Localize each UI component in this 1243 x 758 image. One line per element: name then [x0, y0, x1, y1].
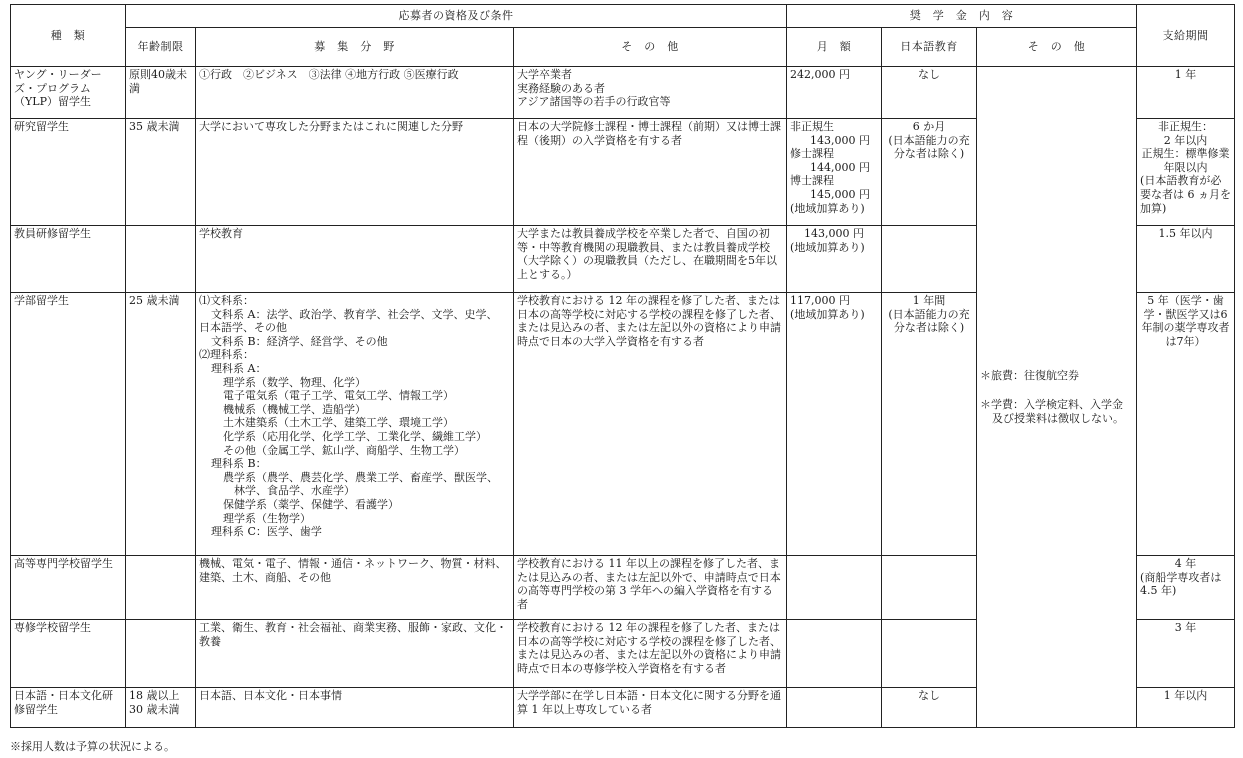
undergrad-japanese-duration: 1 年間	[912, 294, 946, 307]
undergrad-field-line: その他（金属工学、鉱山学、商船学、生物工学）	[223, 443, 465, 457]
research-monthly-line: (地域加算あり)	[790, 201, 865, 215]
research-monthly-line: 非正規生	[790, 120, 835, 133]
teacher-japanese	[882, 226, 977, 293]
ylp-field: ①行政 ②ビジネス ③法律 ④地方行政 ⑤医療行政	[196, 67, 514, 119]
teacher-kind: 教員研修留学生	[11, 226, 126, 293]
undergrad-field-line: 農学系（農学、農芸化学、農業工学、畜産学、獣医学、	[223, 470, 498, 484]
undergrad-period: 5 年（医学・歯学・獣医学又は6年制の薬学専攻者は7年）	[1137, 293, 1235, 556]
college-age	[126, 556, 196, 620]
college-monthly	[787, 556, 882, 620]
undergrad-field-line: 理学系（数学、物理、化学）	[223, 375, 366, 389]
teacher-monthly-line: (地域加算あり)	[790, 240, 865, 254]
undergrad-monthly	[787, 293, 882, 556]
research-period	[1137, 119, 1235, 226]
teacher-monthly	[787, 226, 882, 293]
special-field: 工業、衛生、教育・社会福祉、商業実務、服飾・家政、文化・教養	[196, 620, 514, 688]
jstudies-age	[126, 688, 196, 728]
research-field: 大学において専攻した分野またはこれに関連した分野	[196, 119, 514, 226]
college-kind: 高等専門学校留学生	[11, 556, 126, 620]
college-japanese	[882, 556, 977, 620]
teacher-age	[126, 226, 196, 293]
undergrad-japanese-note: (日本語能力の充分な者は除く)	[888, 307, 970, 335]
research-japanese	[882, 119, 977, 226]
header-period: 支給期間	[1137, 5, 1235, 67]
teacher-field: 学校教育	[196, 226, 514, 293]
footnote: ※採用人数は予算の状況による。	[10, 740, 175, 753]
teacher-other: 大学または教員養成学校を卒業した者で、自国の初等・中等教育機関の現職教員、または教員養成学校（大学除く）の現職教員（ただし、在職期間を5年以上とする。）	[514, 226, 787, 293]
ylp-other-line: 実務経験のある者	[517, 81, 605, 95]
undergrad-field-line: 保健学系（薬学、保健学、看護学）	[223, 497, 399, 511]
jstudies-field: 日本語、日本文化・日本事情	[196, 688, 514, 728]
special-other: 学校教育における 12 年の課程を修了した者、または日本の高等学校に対応する学校の課程を修了した者、または見込みの者、または左記以外の資格により申請時点で日本の専修学校入学資格を有する者	[514, 620, 787, 688]
undergrad-field-line: 文科系 A：法学、政治学、教育学、社会学、文学、史学、	[211, 307, 498, 321]
research-monthly-line: 144,000 円	[810, 160, 871, 174]
research-japanese-note: (日本語能力の充分な者は除く)	[888, 133, 970, 161]
ylp-monthly: 242,000 円	[787, 67, 882, 119]
header-scholarship: 奨 学 金 内 容	[787, 5, 1137, 28]
research-period-line: (日本語教育が必要な者は 6 ヵ月を加算)	[1140, 174, 1232, 215]
header-field: 募 集 分 野	[196, 28, 514, 67]
undergrad-field-line: 機械系（機械工学、造船学）	[223, 402, 366, 416]
jstudies-kind: 日本語・日本文化研修留学生	[11, 688, 126, 728]
undergrad-monthly-line: (地域加算あり)	[790, 307, 865, 321]
research-monthly-line: 博士課程	[790, 174, 835, 188]
research-kind: 研究留学生	[11, 119, 126, 226]
header-other2: そ の 他	[977, 28, 1137, 67]
ylp-kind: ヤング・リーダーズ・プログラム（YLP）留学生	[11, 67, 126, 119]
undergrad-field-line: 理学系（生物学）	[223, 511, 311, 525]
special-monthly	[787, 620, 882, 688]
undergrad-field-line: 理科系 A：	[211, 361, 267, 375]
research-monthly-line: 145,000 円	[810, 187, 871, 201]
header-kind: 種 類	[11, 5, 126, 67]
undergrad-field-line: ⑵理科系：	[199, 348, 254, 362]
undergrad-field-line: 理科系 C：医学、歯学	[211, 525, 322, 539]
research-japanese-duration: 6 か月	[912, 120, 946, 133]
undergrad-field-line: 文科系 B：経済学、経営学、その他	[211, 334, 388, 348]
ylp-period: 1 年	[1137, 67, 1235, 119]
research-monthly-line: 修士課程	[790, 147, 835, 161]
header-age: 年齢制限	[126, 28, 196, 67]
jstudies-japanese: なし	[882, 688, 977, 728]
jstudies-monthly	[787, 688, 882, 728]
college-period-line: 4 年	[1174, 557, 1197, 570]
research-period-line: 非正規生：	[1158, 120, 1214, 133]
college-period	[1137, 556, 1235, 620]
ylp-age: 原則40歳未満	[126, 67, 196, 119]
undergrad-kind: 学部留学生	[11, 293, 126, 556]
jstudies-age-line: 18 歳以上	[129, 689, 180, 702]
undergrad-japanese	[882, 293, 977, 556]
undergrad-monthly-line: 117,000 円	[790, 294, 851, 307]
travel-note: ＊旅費：往復航空券	[980, 368, 1080, 382]
jstudies-period: 1 年以内	[1137, 688, 1235, 728]
research-period-line: 正規生：標準修業年限以内	[1141, 147, 1230, 174]
research-other: 日本の大学院修士課程・博士課程（前期）又は博士課程（後期）の入学資格を有する者	[514, 119, 787, 226]
ylp-japanese: なし	[882, 67, 977, 119]
teacher-period: 1.5 年以内	[1137, 226, 1235, 293]
college-field: 機械、電気・電子、情報・通信・ネットワーク、物質・材料、建築、土木、商船、その他	[196, 556, 514, 620]
scholarship-table-wrapper	[10, 4, 1234, 728]
undergrad-field-line: ⑴文科系：	[199, 294, 254, 307]
ylp-other-line: アジア諸国等の若手の行政官等	[517, 95, 671, 109]
common-other	[977, 67, 1137, 728]
teacher-monthly-line: 143,000 円	[804, 227, 865, 240]
header-other: そ の 他	[514, 28, 787, 67]
fees-note: ＊学費：入学検定料、入学金及び授業料は徴収しない。	[980, 398, 1125, 425]
special-japanese	[882, 620, 977, 688]
jstudies-age-line: 30 歳未満	[129, 702, 180, 716]
undergrad-other: 学校教育における 12 年の課程を修了した者、または日本の高等学校に対応する学校の課程を修了した者、または見込みの者、または左記以外の資格により申請時点で日本の大学入学資格を有する者	[514, 293, 787, 556]
research-age: 35 歳未満	[126, 119, 196, 226]
undergrad-field-line: 土木建築系（土木工学、建築工学、環境工学）	[223, 416, 454, 430]
undergrad-field-line: 化学系（応用化学、化学工学、工業化学、繊維工学）	[223, 429, 487, 443]
college-other: 学校教育における 11 年以上の課程を修了した者、または見込みの者、または左記以外で、申請時点で日本の高等専門学校の第 3 学年への編入学資格を有する者	[514, 556, 787, 620]
table-row	[11, 67, 1235, 119]
special-age	[126, 620, 196, 688]
jstudies-other: 大学学部に在学し日本語・日本文化に関する分野を通算 1 年以上専攻している者	[514, 688, 787, 728]
undergrad-field-line: 電子電気系（電子工学、電気工学、情報工学）	[223, 389, 454, 403]
header-japanese: 日本語教育	[882, 28, 977, 67]
undergrad-field-line: 理科系 B：	[211, 457, 267, 471]
research-period-line: 2 年以内	[1163, 133, 1208, 147]
research-monthly	[787, 119, 882, 226]
header-conditions: 応募者の資格及び条件	[126, 5, 787, 28]
ylp-other	[514, 67, 787, 119]
special-period: 3 年	[1137, 620, 1235, 688]
header-monthly: 月 額	[787, 28, 882, 67]
undergrad-age: 25 歳未満	[126, 293, 196, 556]
undergrad-field-line: 日本語学、その他	[199, 321, 287, 335]
undergrad-field-line: 林学、食品学、水産学）	[223, 484, 355, 498]
research-monthly-line: 143,000 円	[810, 133, 871, 147]
special-kind: 専修学校留学生	[11, 620, 126, 688]
college-period-line: (商船学専攻者は 4.5 年)	[1140, 570, 1222, 598]
scholarship-table	[10, 4, 1235, 728]
ylp-other-line: 大学卒業者	[517, 68, 572, 81]
undergrad-field	[196, 293, 514, 556]
